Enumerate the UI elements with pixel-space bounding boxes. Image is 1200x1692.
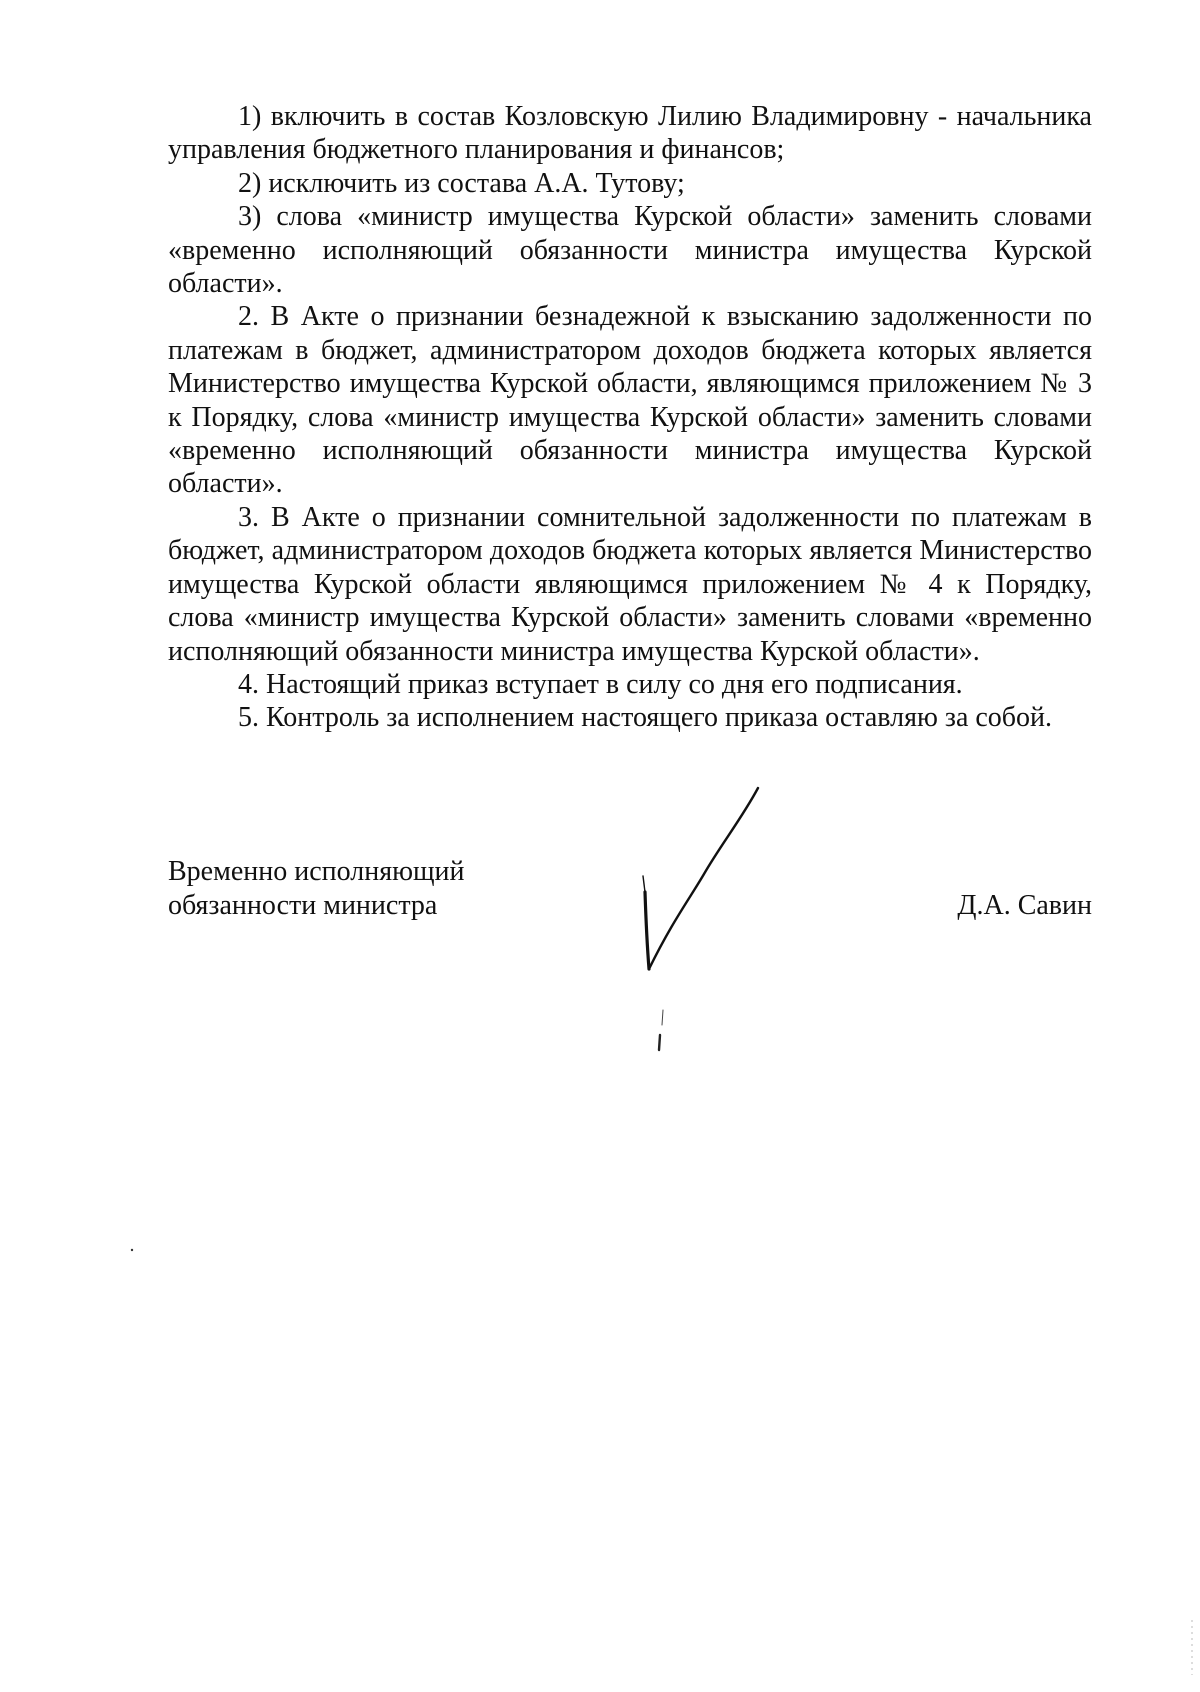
paragraph-item-3: 3) слова «министр имущества Курской области» заменить словами «временно исполняющий обязанности министра имущества Курской области». (168, 201, 1092, 300)
paragraph-item-2: 2) исключить из состава А.А. Тутову; (238, 167, 685, 199)
paragraph-5: 5. Контроль за исполнением настоящего приказа оставляю за собой. (238, 702, 1053, 734)
paragraph-item-1: 1) включить в состав Козловскую Лилию Владимировну - начальника управления бюджетного планирования и финансов; (168, 101, 1092, 166)
paragraph-4: 4. Настоящий приказ вступает в силу со дня его подписания. (238, 668, 963, 700)
paragraph-3: 3. В Акте о признании сомнительной задолженности по платежам в бюджет, администратором доходов бюджета которых является Министерство имущества Курской области являющимся приложением № 4 к Порядку, слова «министр имущества Курской области» заменить словами «временно исполняющий обязанности министра имущества Курской области». (168, 501, 1092, 667)
paragraph-2: 2. В Акте о признании безнадежной к взысканию задолженности по платежам в бюджет, администратором доходов бюджета которых является Министерство имущества Курской области, являющимся приложением № 3 к Порядку, слова «министр имущества Курской области» заменить словами «временно исполняющий обязанности министра имущества Курской области». (168, 301, 1092, 500)
signer-title-line-2: обязанности министра (168, 890, 438, 921)
signer-name: Д.А. Савин (957, 890, 1092, 921)
signer-title-line-1: Временно исполняющий (168, 856, 465, 887)
